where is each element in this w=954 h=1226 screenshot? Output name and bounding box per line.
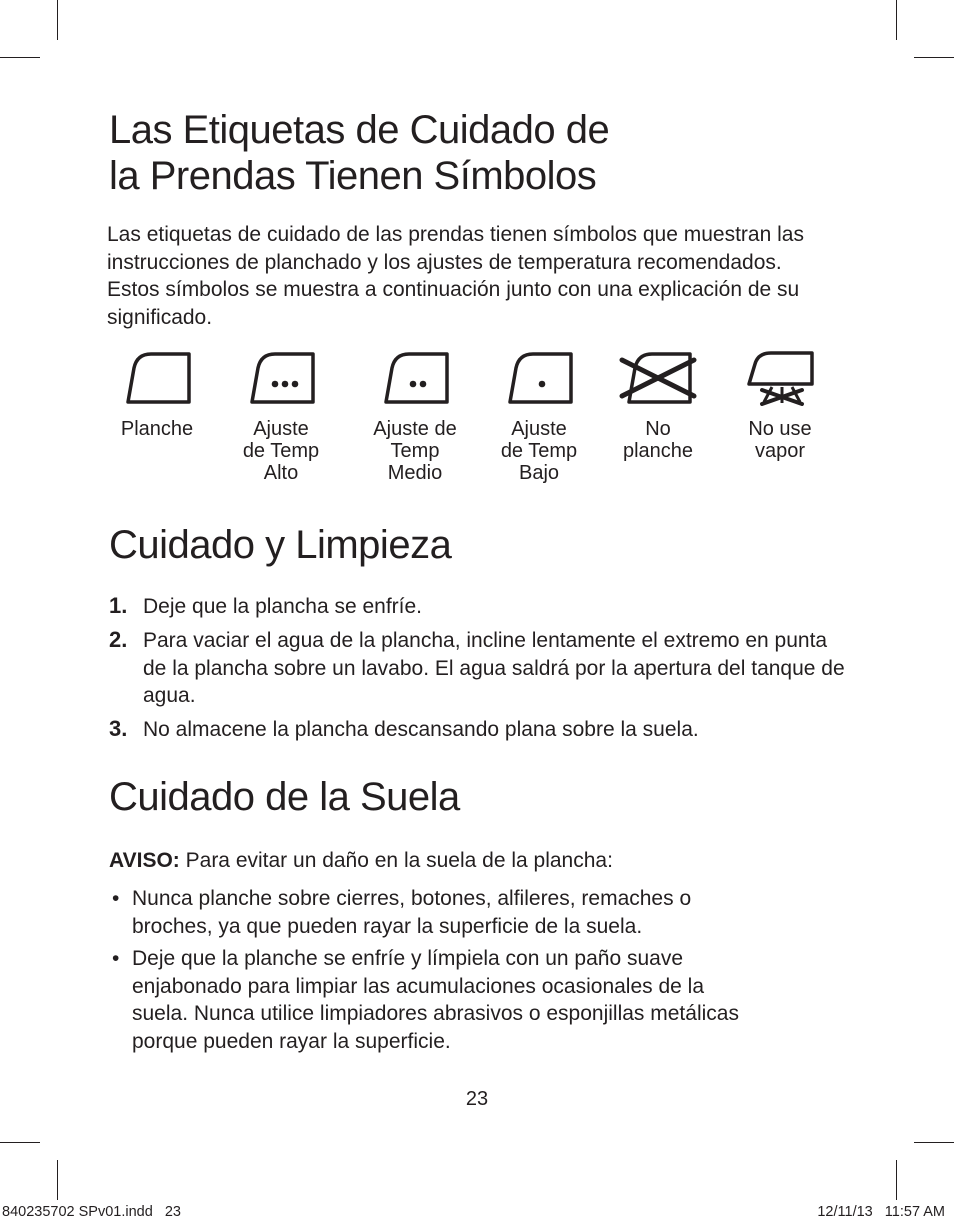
iron-no-steam-icon — [744, 350, 816, 406]
symbol-iron — [97, 350, 217, 440]
section-title-care-cleaning: Cuidado y Limpieza — [109, 523, 452, 567]
bullet-item — [112, 945, 752, 1055]
section-title-soleplate-care: Cuidado de la Suela — [109, 775, 460, 819]
crop-mark — [57, 0, 58, 40]
crop-mark — [914, 1142, 954, 1143]
bullet-text: Nunca planche sobre cierres, botones, alfileres, remaches o broches, ya que pueden rayar la superficie de la suela. — [132, 887, 692, 938]
symbol-label — [598, 418, 718, 462]
step-number: 2. — [109, 627, 128, 652]
step-text: No almacene la plancha descansando plana sobre la suela. — [143, 718, 699, 741]
symbol-high-temp — [221, 350, 341, 484]
section-title-care-labels — [109, 107, 609, 199]
title-line: Las Etiquetas de Cuidado de — [109, 108, 610, 152]
label-line: Medio — [387, 462, 443, 484]
notice-label: AVISO: — [109, 849, 180, 872]
step-item — [109, 593, 849, 621]
label-line: No — [645, 418, 671, 440]
crop-mark — [896, 0, 897, 40]
label-line: Ajuste — [511, 418, 567, 440]
iron-icon — [121, 350, 193, 406]
step-number: 1. — [109, 593, 128, 618]
label-line: Bajo — [518, 462, 560, 484]
bullet-item — [112, 885, 752, 940]
step-item — [109, 627, 849, 710]
iron-two-dots-icon — [379, 350, 451, 406]
symbol-do-not-iron — [598, 350, 718, 462]
symbol-label — [479, 418, 599, 484]
label-line: Ajuste de — [373, 418, 457, 440]
footer-datetime: 12/11/13 11:57 AM — [817, 1204, 945, 1220]
symbol-label — [97, 418, 217, 440]
label-line: Alto — [263, 462, 299, 484]
page-number: 23 — [465, 1088, 489, 1110]
symbol-label — [355, 418, 475, 484]
label-line: Ajuste — [253, 418, 309, 440]
notice — [109, 847, 849, 875]
label-line: Planche — [120, 418, 194, 440]
title-line: la Prendas Tienen Símbolos — [109, 154, 597, 198]
label-line: No use — [748, 418, 812, 440]
notice-text: Para evitar un daño en la suela de la plancha: — [179, 849, 613, 872]
crop-mark — [896, 1160, 897, 1200]
bullet-dot: • — [112, 947, 120, 970]
step-number: 3. — [109, 716, 128, 741]
step-text: Para vaciar el agua de la plancha, incline lentamente el extremo en punta de la plancha sobre un lavabo. El agua saldrá por la apertura del tanque de agua. — [143, 629, 845, 707]
label-line: Temp — [390, 440, 440, 462]
bullet-text: Deje que la planche se enfríe y límpiela con un paño suave enjabonado para limpiar las acumulaciones ocasionales de la suela. Nunca utilice limpiadores abrasivos o esponjillas metálicas porque pueden rayar la superficie. — [132, 947, 739, 1053]
step-item — [109, 716, 849, 744]
label-line: vapor — [754, 440, 806, 462]
label-line: de Temp — [242, 440, 320, 462]
step-text: Deje que la plancha se enfríe. — [143, 595, 423, 618]
crop-mark — [57, 1160, 58, 1200]
label-line: planche — [622, 440, 694, 462]
symbol-no-steam — [720, 350, 840, 462]
crop-mark — [0, 1142, 40, 1143]
crop-mark — [914, 57, 954, 58]
crop-mark — [0, 57, 40, 58]
iron-crossed-icon — [618, 350, 698, 406]
symbol-label — [221, 418, 341, 484]
footer-file-info: 840235702 SPv01.indd 23 — [2, 1204, 181, 1220]
symbol-low-temp — [479, 350, 599, 484]
bullet-dot: • — [112, 887, 120, 910]
iron-three-dots-icon — [245, 350, 317, 406]
label-line: de Temp — [500, 440, 578, 462]
iron-one-dot-icon — [503, 350, 575, 406]
intro-paragraph: Las etiquetas de cuidado de las prendas tienen símbolos que muestran las instrucciones de planchado y los ajustes de temperatura recomendados. Estos símbolos se muestra a continuación junto con una explicación de su significado. — [107, 223, 804, 329]
symbol-medium-temp — [355, 350, 475, 484]
symbol-label — [720, 418, 840, 462]
